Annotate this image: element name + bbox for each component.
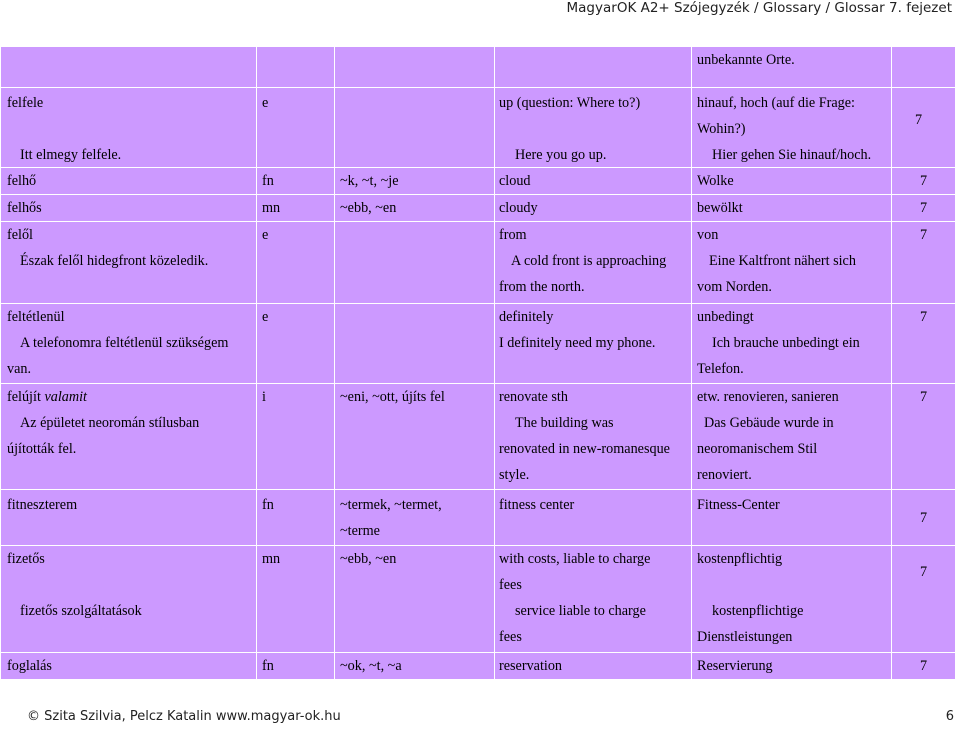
lesson-number: 7 [920,200,928,216]
english-translation: reservation [499,658,563,674]
german-translation: Wolke [697,173,734,189]
english-example: Here you go up. [515,147,607,163]
german-example: Das Gebäude wurde in [704,415,834,431]
copyright-text: © Szita Szilvia, Pelcz Katalin www.magyar-ok.hu [27,709,341,724]
word-type: fn [262,658,274,674]
english-example: renovated in new-romanesque [499,441,670,457]
lesson-number: 7 [915,112,923,128]
english-translation: up (question: Where to?) [499,95,641,111]
table-row [1,46,955,87]
english-example: style. [499,467,530,483]
word-forms: ~eni, ~ott, újíts fel [340,389,445,405]
lesson-number: 7 [920,510,928,526]
table-row [1,221,955,303]
english-translation: fees [499,577,522,593]
hungarian-example: Itt elmegy felfele. [20,147,122,163]
german-translation: Reservierung [697,658,773,674]
hungarian-example: fizetős szolgáltatások [20,603,142,619]
table-row [1,652,955,679]
word-type: mn [262,200,281,216]
word-type: e [262,309,269,325]
word-type: fn [262,173,274,189]
german-example: Hier gehen Sie hinauf/hoch. [712,147,872,163]
table-row [1,194,955,221]
hungarian-example: Észak felől hidegfront közeledik. [20,253,209,269]
word-forms: ~ebb, ~en [340,200,397,216]
lesson-number: 7 [920,389,928,405]
english-example: A cold front is approaching [511,253,667,269]
hungarian-word: felfele [7,95,44,111]
german-example: Dienstleistungen [697,629,793,645]
english-translation: cloudy [499,200,538,216]
german-example: neoromanischem Stil [697,441,818,457]
hungarian-word: felhős [7,200,42,216]
word-type: mn [262,551,281,567]
word-type: e [262,95,269,111]
hungarian-word: foglalás [7,658,52,674]
hungarian-word: felhő [7,173,37,189]
german-example: Ich brauche unbedingt ein [712,335,860,351]
hungarian-example: Az épületet neoromán stílusban [20,415,200,431]
table-row [1,303,955,383]
word-type: i [262,389,266,405]
hungarian-word: felől [7,227,33,243]
hungarian-word: fizetős [7,551,45,567]
german-translation: Wohin?) [697,121,746,137]
hungarian-word: fitneszterem [7,497,78,513]
german-example: kostenpflichtige [712,603,804,619]
word-forms: ~ok, ~t, ~a [340,658,402,674]
word-forms: ~termek, ~termet, [340,497,442,513]
german-example: renoviert. [697,467,752,483]
english-example: from the north. [499,279,585,295]
german-translation: von [697,227,719,243]
german-example: Telefon. [697,361,744,377]
english-example: The building was [515,415,614,431]
english-translation: with costs, liable to charge [499,551,651,567]
running-header: MagyarOK A2+ Szójegyzék / Glossary / Glossar 7. fejezet [566,0,952,16]
table-row [1,545,955,652]
word-type: e [262,227,269,243]
lesson-number: 7 [920,227,928,243]
german-translation: unbedingt [697,309,754,325]
lesson-number: 7 [920,309,928,325]
word-forms: ~terme [340,523,380,539]
lesson-number: 7 [920,564,928,580]
english-translation: fitness center [499,497,575,513]
german-example: Eine Kaltfront nähert sich [709,253,856,269]
german-translation: etw. renovieren, sanieren [697,389,839,405]
german-translation: kostenpflichtig [697,551,783,567]
german-example: vom Norden. [697,279,772,295]
english-translation: definitely [499,309,554,325]
table-row [1,489,955,545]
english-translation: cloud [499,173,531,189]
english-translation: renovate sth [499,389,568,405]
english-example: fees [499,629,522,645]
hungarian-example: van. [7,361,32,377]
word-forms: ~k, ~t, ~je [340,173,399,189]
hungarian-example: újították fel. [7,441,77,457]
table-row [1,383,955,489]
word-forms: ~ebb, ~en [340,551,397,567]
hungarian-example: A telefonomra feltétlenül szükségem [20,335,229,351]
german-translation: Fitness-Center [697,497,780,513]
english-example: service liable to charge [515,603,646,619]
german-translation: hinauf, hoch (auf die Frage: [697,95,855,111]
word-type: fn [262,497,274,513]
german-translation: unbekannte Orte. [697,52,795,68]
german-translation: bewölkt [697,200,743,216]
english-translation: from [499,227,527,243]
lesson-number: 7 [920,658,928,674]
hungarian-word: feltétlenül [7,309,65,325]
page-number: 6 [945,709,954,724]
hungarian-word: felújít valamit [7,389,87,405]
lesson-number: 7 [920,173,928,189]
english-example: I definitely need my phone. [499,335,656,351]
table-row [1,167,955,194]
